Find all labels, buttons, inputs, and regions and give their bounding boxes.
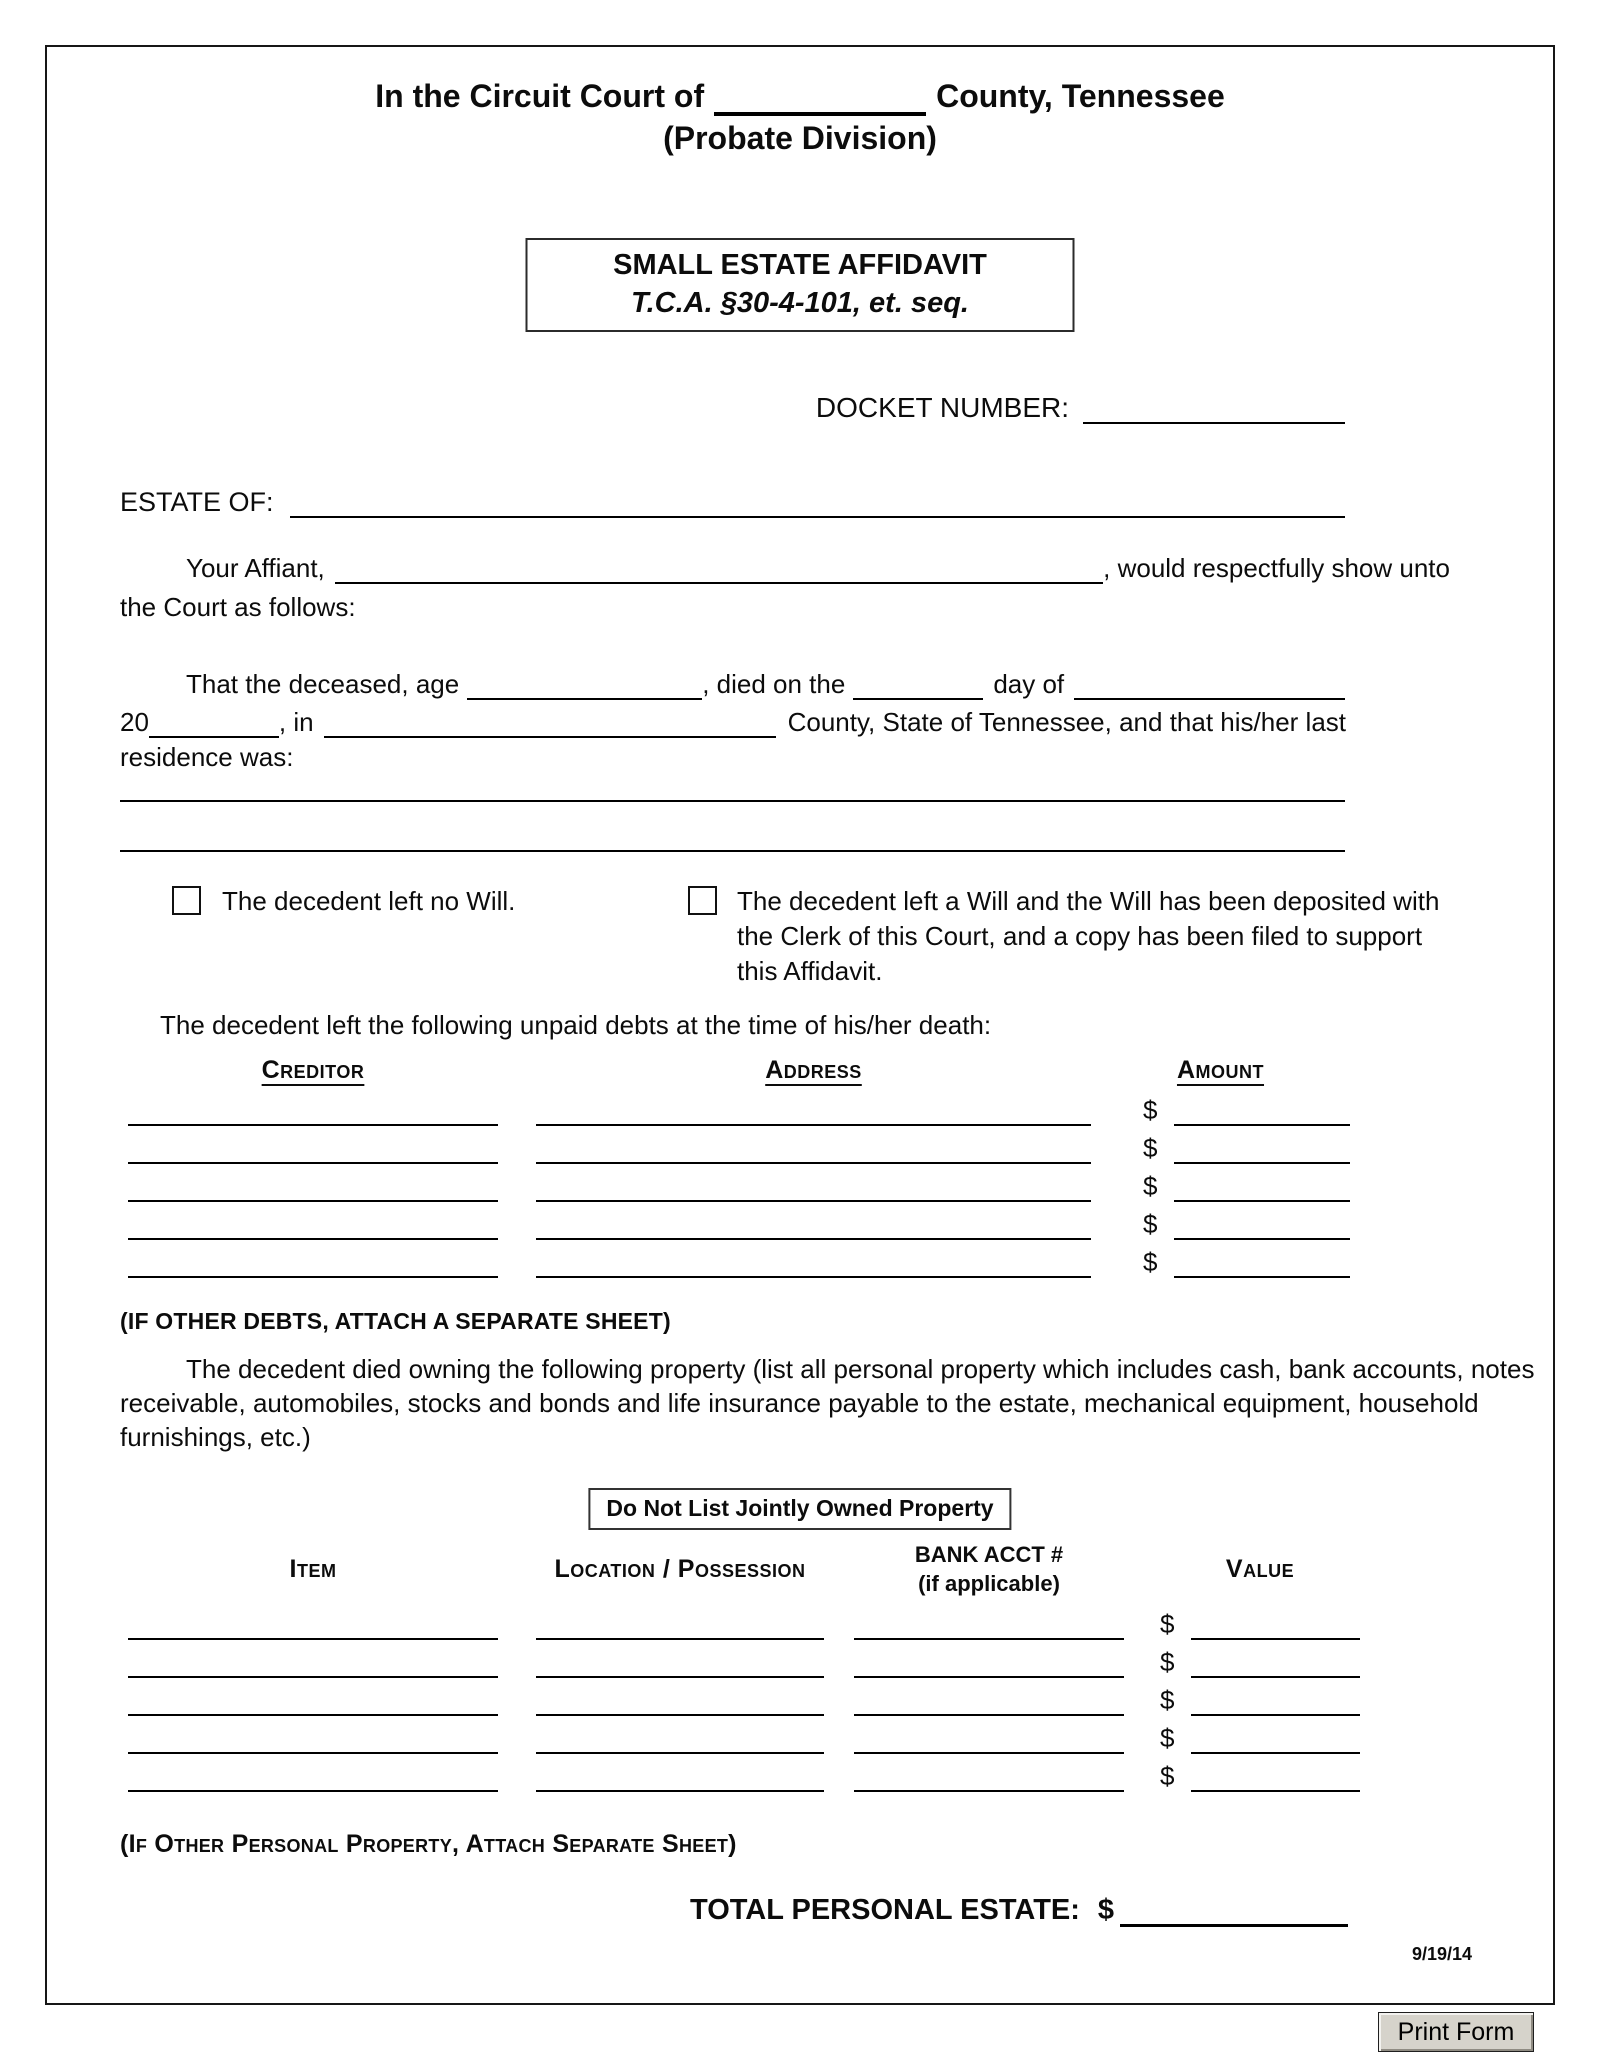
dollar-sign: $: [1160, 1647, 1175, 1677]
affiant-line2: the Court as follows:: [120, 592, 356, 622]
deceased-seg5: , in: [278, 707, 314, 737]
property-note: (If Other Personal Property, Attach Separate Sheet): [120, 1830, 737, 1858]
form-title: SMALL ESTATE AFFIDAVIT: [613, 249, 987, 281]
location-field[interactable]: [536, 1600, 824, 1640]
property-row: [128, 1602, 1360, 1640]
jointly-owned-banner: Do Not List Jointly Owned Property: [588, 1488, 1011, 1530]
debt-row: [128, 1126, 1350, 1164]
will-deposited-label-line3: this Affidavit.: [737, 956, 883, 986]
amount-field[interactable]: [1174, 1124, 1350, 1164]
dollar-sign: $: [1143, 1095, 1158, 1125]
location-column-header: Location / Possession: [554, 1554, 806, 1583]
dollar-sign: $: [1097, 1894, 1115, 1926]
total-personal-estate-row: [690, 1890, 1348, 1927]
bank-acct-field[interactable]: [854, 1676, 1124, 1716]
property-row: [128, 1716, 1360, 1754]
affiant-lead-text: Your Affiant,: [186, 553, 325, 583]
death-day-field[interactable]: [853, 666, 983, 700]
property-intro-line3: furnishings, etc.): [120, 1422, 311, 1452]
item-field[interactable]: [128, 1752, 498, 1792]
dollar-sign: $: [1143, 1133, 1158, 1163]
dollar-sign: $: [1160, 1761, 1175, 1791]
dollar-sign: $: [1143, 1247, 1158, 1277]
creditor-field[interactable]: [128, 1200, 498, 1240]
form-title-box: [526, 238, 1075, 332]
no-will-label: The decedent left no Will.: [222, 886, 516, 916]
value-column-header: Value: [1225, 1554, 1295, 1583]
amount-field[interactable]: [1174, 1200, 1350, 1240]
item-column-header: Item: [289, 1554, 337, 1583]
address-field[interactable]: [536, 1200, 1091, 1240]
court-title: [0, 76, 1600, 116]
death-month-field[interactable]: [1074, 666, 1345, 700]
estate-name-field[interactable]: [290, 484, 1345, 518]
age-field[interactable]: [467, 666, 702, 700]
debts-intro: The decedent left the following unpaid debts at the time of his/her death:: [160, 1010, 992, 1040]
docket-number-row: [816, 390, 1345, 424]
value-field[interactable]: [1191, 1714, 1360, 1754]
property-intro-line1: The decedent died owning the following property (list all personal property which includes cash, bank accounts, notes: [186, 1354, 1535, 1384]
debt-row: [128, 1202, 1350, 1240]
address-field[interactable]: [536, 1124, 1091, 1164]
amount-field[interactable]: [1174, 1086, 1350, 1126]
bank-acct-field[interactable]: [854, 1752, 1124, 1792]
will-deposited-label-line2: the Clerk of this Court, and a copy has been filed to support: [737, 921, 1423, 951]
court-title-prefix: In the Circuit Court of: [375, 78, 705, 114]
property-table-rows: [128, 1602, 1360, 1792]
location-field[interactable]: [536, 1638, 824, 1678]
item-field[interactable]: [128, 1714, 498, 1754]
bank-acct-field[interactable]: [854, 1638, 1124, 1678]
location-field[interactable]: [536, 1676, 824, 1716]
debts-note: (IF OTHER DEBTS, ATTACH A SEPARATE SHEET): [120, 1308, 671, 1334]
value-field[interactable]: [1191, 1676, 1360, 1716]
deceased-seg2: , died on the: [702, 669, 846, 699]
docket-number-field[interactable]: [1083, 390, 1345, 424]
revision-date: 9/19/14: [1411, 1944, 1472, 1964]
total-label: TOTAL PERSONAL ESTATE:: [690, 1894, 1080, 1926]
probate-division-subtitle: (Probate Division): [663, 120, 937, 156]
dollar-sign: $: [1143, 1171, 1158, 1201]
deceased-seg6: County, State of Tennessee, and that his/her last: [787, 707, 1346, 737]
county-name-field[interactable]: [714, 78, 926, 116]
creditor-field[interactable]: [128, 1124, 498, 1164]
debt-row: [128, 1088, 1350, 1126]
value-field[interactable]: [1191, 1638, 1360, 1678]
location-field[interactable]: [536, 1714, 824, 1754]
dollar-sign: $: [1160, 1723, 1175, 1753]
will-deposited-checkbox[interactable]: [688, 886, 717, 915]
value-field[interactable]: [1191, 1600, 1360, 1640]
deceased-seg3: day of: [993, 669, 1065, 699]
dollar-sign: $: [1160, 1609, 1175, 1639]
bank-acct-field[interactable]: [854, 1600, 1124, 1640]
residence-field-line1[interactable]: [120, 800, 1345, 802]
affiant-name-field[interactable]: [335, 550, 1103, 584]
address-column-header: Address: [765, 1056, 862, 1084]
property-row: [128, 1678, 1360, 1716]
dollar-sign: $: [1143, 1209, 1158, 1239]
property-row: [128, 1754, 1360, 1792]
total-field[interactable]: [1120, 1890, 1348, 1927]
amount-column-header: Amount: [1176, 1056, 1265, 1084]
residence-field-line2[interactable]: [120, 850, 1345, 852]
debts-table-header: [128, 1056, 1350, 1085]
property-intro-line2: receivable, automobiles, stocks and bonds and life insurance payable to the estate, mechanical equipment, household: [120, 1388, 1479, 1418]
affiant-line: [120, 550, 1450, 584]
address-field[interactable]: [536, 1238, 1091, 1278]
death-year-field[interactable]: [149, 704, 279, 738]
bank-acct-field[interactable]: [854, 1714, 1124, 1754]
dollar-sign: $: [1160, 1685, 1175, 1715]
creditor-field[interactable]: [128, 1162, 498, 1202]
deceased-line3: [120, 742, 293, 773]
court-title-suffix: County, Tennessee: [936, 78, 1225, 114]
property-intro: [120, 1352, 1534, 1454]
address-field[interactable]: [536, 1162, 1091, 1202]
deceased-line2: [120, 704, 1346, 738]
deceased-seg1: That the deceased, age: [186, 669, 460, 699]
item-field[interactable]: [128, 1638, 498, 1678]
debts-table-rows: [128, 1088, 1350, 1278]
amount-field[interactable]: [1174, 1238, 1350, 1278]
will-deposited-label-line1: The decedent left a Will and the Will has been deposited with: [737, 886, 1440, 916]
no-will-checkbox[interactable]: [172, 886, 201, 915]
property-table-header: [128, 1538, 1360, 1600]
docket-number-label: DOCKET NUMBER:: [815, 392, 1069, 423]
print-form-button[interactable]: Print Form: [1378, 2012, 1534, 2052]
creditor-field[interactable]: [128, 1238, 498, 1278]
address-field[interactable]: [536, 1086, 1091, 1126]
amount-field[interactable]: [1174, 1162, 1350, 1202]
property-row: [128, 1640, 1360, 1678]
deceased-seg7: residence was:: [120, 742, 294, 772]
creditor-field[interactable]: [128, 1086, 498, 1126]
death-county-field[interactable]: [324, 704, 776, 738]
location-field[interactable]: [536, 1752, 824, 1792]
statute-reference: T.C.A. §30-4-101, et. seq.: [631, 287, 969, 319]
value-field[interactable]: [1191, 1752, 1360, 1792]
estate-of-label: ESTATE OF:: [120, 487, 274, 517]
creditor-column-header: Creditor: [261, 1056, 365, 1084]
item-field[interactable]: [128, 1676, 498, 1716]
affiant-tail-text: , would respectfully show unto: [1103, 553, 1450, 583]
deceased-seg4: 20: [120, 707, 149, 737]
debt-row: [128, 1240, 1350, 1278]
item-field[interactable]: [128, 1600, 498, 1640]
bank-acct-column-header: BANK ACCT # (if applicable): [914, 1542, 1064, 1596]
debt-row: [128, 1164, 1350, 1202]
estate-of-row: [120, 484, 1345, 518]
deceased-line1: [120, 666, 1345, 700]
